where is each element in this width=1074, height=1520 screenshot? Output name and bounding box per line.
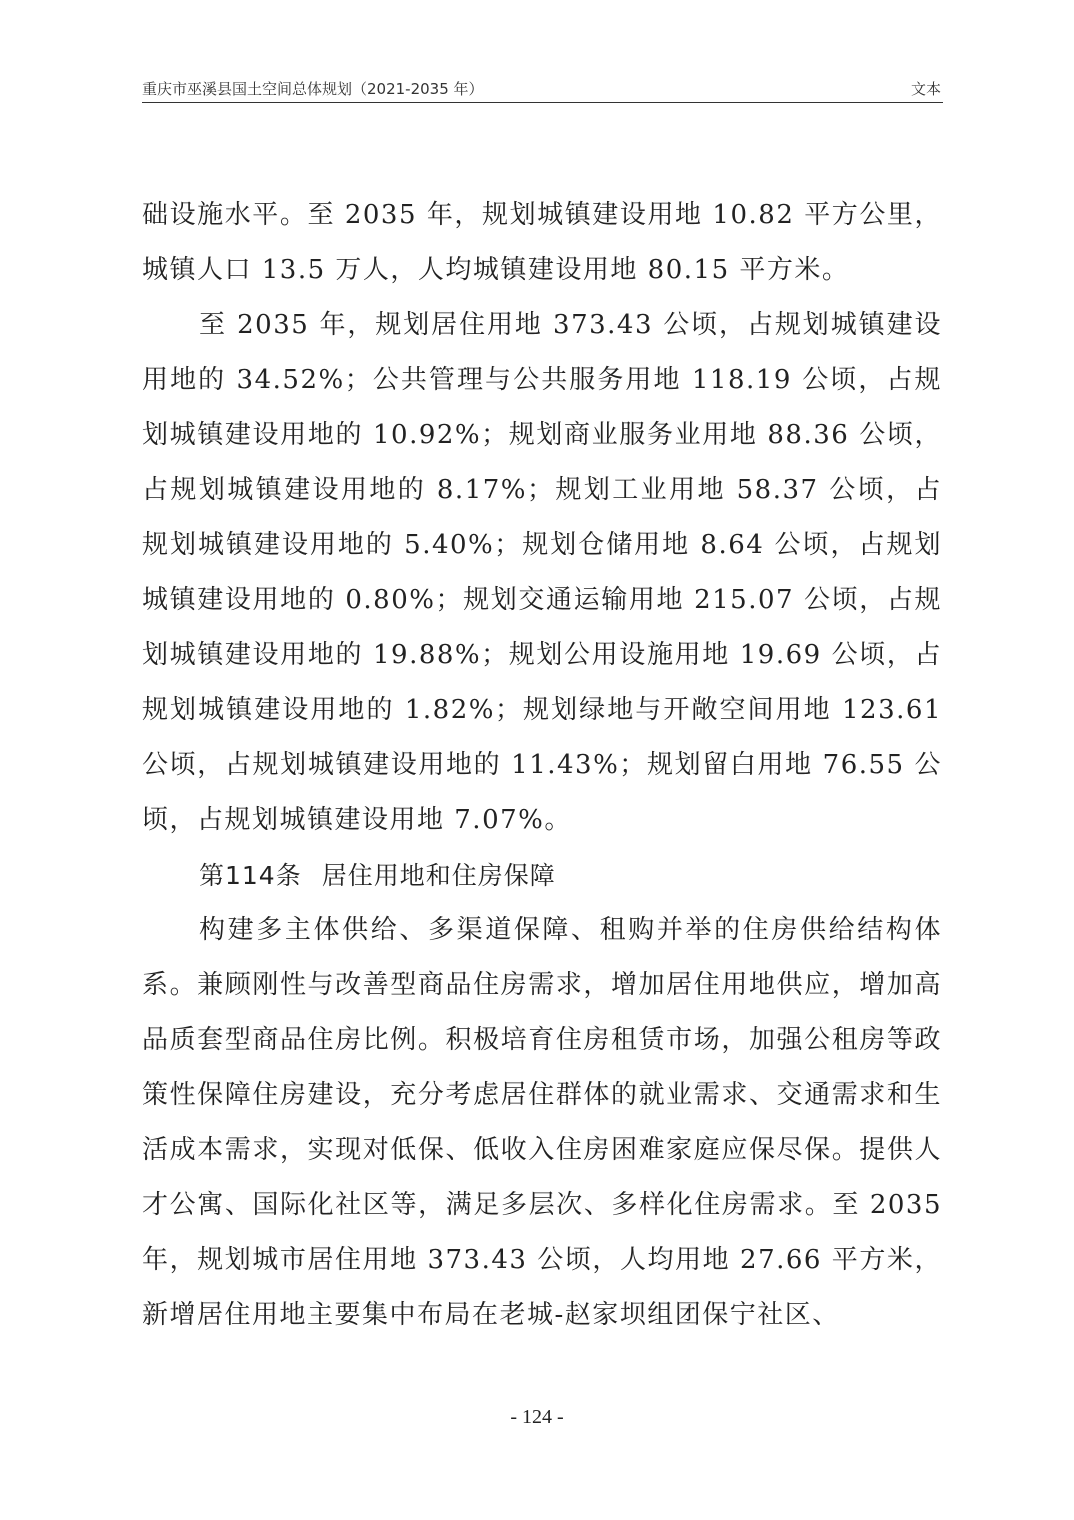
article-title: 居住用地和住房保障 bbox=[321, 861, 556, 890]
page-number: - 124 - bbox=[510, 1406, 564, 1428]
document-title: 重庆市巫溪县国土空间总体规划（2021-2035 年） bbox=[142, 80, 484, 98]
body-text bbox=[142, 188, 942, 1343]
land-use-paragraph: 至 2035 年，规划居住用地 373.43 公顷，占规划城镇建设用地的 34.52%；公共管理与公共服务用地 118.19 公顷，占规划城镇建设用地的 10.92%；规划商业服务业用地 88.36 公顷，占规划城镇建设用地的 8.17%；规划工业用地 58.37 公顷，占规划城镇建设用地的 5.40%；规划仓储用地 8.64 公顷，占规划城镇建设用地的 0.80%；规划交通运输用地 215.07 公顷，占规划城镇建设用地的 19.88%；规划公用设施用地 19.69 公顷，占规划城镇建设用地的 1.82%；规划绿地与开敞空间用地 123.61 公顷，占规划城镇建设用地的 11.43%；规划留白用地 76.55 公顷，占规划城镇建设用地 7.07%。 bbox=[142, 310, 942, 835]
running-header bbox=[142, 76, 943, 103]
housing-paragraph: 构建多主体供给、多渠道保障、租购并举的住房供给结构体系。兼顾刚性与改善型商品住房需求，增加居住用地供应，增加高品质套型商品住房比例。积极培育住房租赁市场，加强公租房等政策性保障住房建设，充分考虑居住群体的就业需求、交通需求和生活成本需求，实现对低保、低收入住房困难家庭应保尽保。提供人才公寓、国际化社区等，满足多层次、多样化住房需求。至 2035 年，规划城市居住用地 373.43 公顷，人均用地 27.66 平方米，新增居住用地主要集中布局在老城-赵家坝组团保宁社区、 bbox=[142, 915, 942, 1330]
article-number: 第114条 bbox=[199, 861, 302, 890]
paragraph-continuation: 础设施水平。至 2035 年，规划城镇建设用地 10.82 平方公里，城镇人口 13.5 万人，人均城镇建设用地 80.15 平方米。 bbox=[142, 200, 942, 285]
article-heading bbox=[142, 848, 942, 903]
section-label: 文本 bbox=[910, 80, 941, 98]
